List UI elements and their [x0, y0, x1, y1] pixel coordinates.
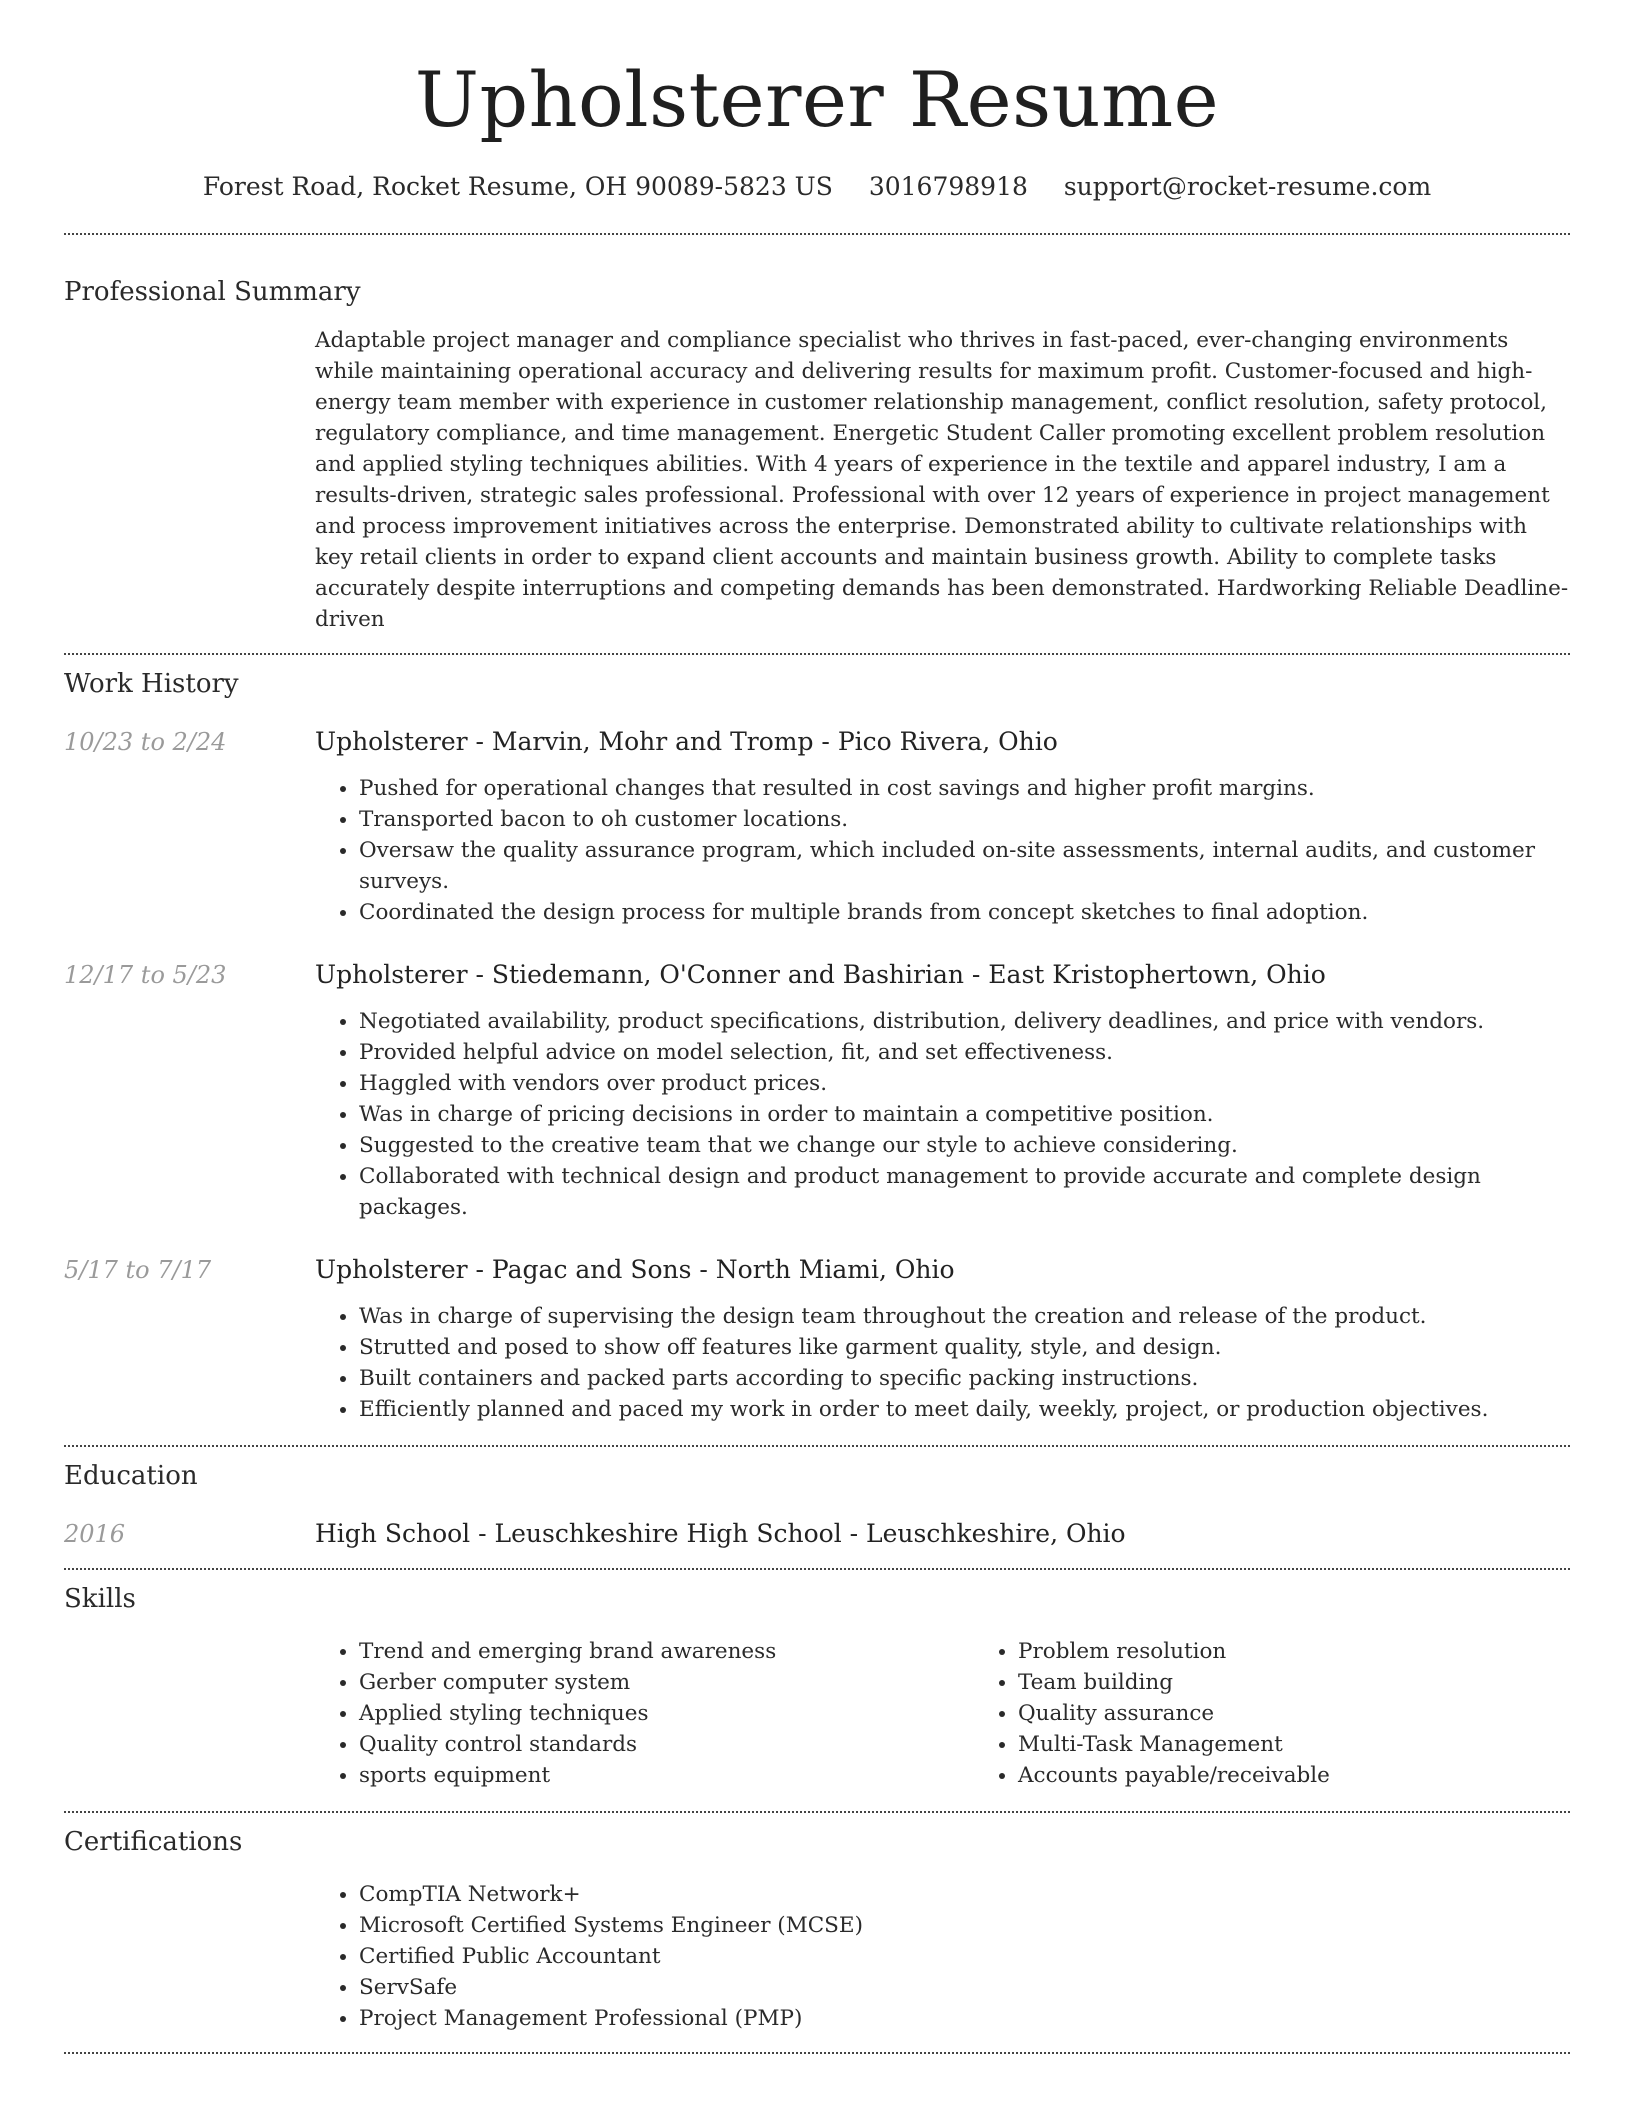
list-item: • Coordinated the design process for multiple brands from concept sketches to final adoption. — [359, 897, 1570, 928]
list-item: • Strutted and posed to show off features like garment quality, style, and design. — [359, 1332, 1570, 1363]
list-item: • Built containers and packed parts according to specific packing instructions. — [359, 1363, 1570, 1394]
skill-item: • Multi-Task Management — [1018, 1729, 1632, 1760]
skill-item: • Quality control standards — [359, 1729, 974, 1760]
section-title-work-history: Work History — [64, 669, 239, 699]
job-title: Upholsterer - Pagac and Sons - North Miami, Ohio — [315, 1255, 955, 1284]
skill-item: • sports equipment — [359, 1760, 974, 1791]
list-item: • Transported bacon to oh customer locations. — [359, 804, 1570, 835]
education-entry — [64, 1517, 1570, 1551]
list-item: • Collaborated with technical design and product management to provide accurate and complete design packages. — [359, 1161, 1570, 1223]
list-item: • Was in charge of supervising the design team throughout the creation and release of the product. — [359, 1301, 1570, 1332]
skill-item: • Team building — [1018, 1667, 1632, 1698]
certification-item: • Microsoft Certified Systems Engineer (MCSE) — [359, 1910, 1570, 1941]
list-item: • Was in charge of pricing decisions in order to maintain a competitive position. — [359, 1099, 1570, 1130]
resume-title: Upholsterer Resume — [414, 55, 1220, 144]
list-item: • Suggested to the creative team that we change our style to achieve considering. — [359, 1130, 1570, 1161]
list-item: • Efficiently planned and paced my work in order to meet daily, weekly, project, or production objectives. — [359, 1394, 1570, 1425]
skills-right-list — [974, 1636, 1632, 1791]
list-item: • Pushed for operational changes that resulted in cost savings and higher profit margins. — [359, 773, 1570, 804]
skill-item: • Accounts payable/receivable — [1018, 1760, 1632, 1791]
certification-item: • CompTIA Network+ — [359, 1879, 1570, 1910]
divider — [64, 1811, 1570, 1813]
skills-row — [64, 1636, 1570, 1791]
skill-item: • Gerber computer system — [359, 1667, 974, 1698]
divider — [64, 1445, 1570, 1447]
contact-email: support@rocket-resume.com — [1063, 172, 1432, 201]
job-dates: 5/17 to 7/17 — [64, 1256, 212, 1284]
skill-item: • Trend and emerging brand awareness — [359, 1636, 974, 1667]
education-title: High School - Leuschkeshire High School - Leuschkeshire, Ohio — [315, 1519, 1126, 1548]
summary-spacer — [64, 325, 315, 635]
education-year: 2016 — [64, 1520, 126, 1548]
divider — [64, 2052, 1570, 2054]
job-dates: 12/17 to 5/23 — [64, 961, 227, 989]
summary-row — [64, 325, 1570, 635]
summary-text: Adaptable project manager and compliance specialist who thrives in fast-paced, ever-changing environments while maintaining operational accuracy and delivering results for maximum profit. Customer-focused and high-energy team member with experience in customer relationship management, conflict resolution, safety protocol, regulatory compliance, and time management. Energetic Student Caller promoting excellent problem resolution and applied styling techniques abilities. With 4 years of experience in the textile and apparel industry, I am a results-driven, strategic sales professional. Professional with over 12 years of experience in project management and process improvement initiatives across the enterprise. Demonstrated ability to cultivate relationships with key retail clients in order to expand client accounts and maintain business growth. Ability to complete tasks accurately despite interruptions and competing demands has been demonstrated. Hardworking Reliable Deadline-driven — [315, 328, 1569, 632]
contact-line — [64, 170, 1570, 204]
list-item: • Haggled with vendors over product prices. — [359, 1068, 1570, 1099]
divider — [64, 233, 1570, 235]
section-title-summary: Professional Summary — [64, 277, 361, 307]
skill-item: • Applied styling techniques — [359, 1698, 974, 1729]
job-bullets — [315, 1006, 1570, 1223]
section-title-certifications: Certifications — [64, 1827, 243, 1857]
list-item: • Provided helpful advice on model selection, fit, and set effectiveness. — [359, 1037, 1570, 1068]
job-bullets — [315, 773, 1570, 928]
certifications-list — [315, 1879, 1570, 2034]
job-entry — [64, 958, 1570, 1223]
job-title: Upholsterer - Marvin, Mohr and Tromp - Pico Rivera, Ohio — [315, 727, 1058, 756]
job-title: Upholsterer - Stiedemann, O'Conner and Bashirian - East Kristophertown, Ohio — [315, 960, 1326, 989]
job-dates: 10/23 to 2/24 — [64, 728, 227, 756]
job-entry — [64, 725, 1570, 928]
contact-phone: 3016798918 — [868, 172, 1028, 201]
job-bullets — [315, 1301, 1570, 1425]
skills-left-list — [315, 1636, 974, 1791]
section-title-education: Education — [64, 1461, 198, 1491]
skill-item: • Quality assurance — [1018, 1698, 1632, 1729]
contact-address: Forest Road, Rocket Resume, OH 90089-5823 US — [202, 172, 833, 201]
divider — [64, 653, 1570, 655]
resume-page — [64, 0, 1570, 2054]
list-item: • Negotiated availability, product specifications, distribution, delivery deadlines, and price with vendors. — [359, 1006, 1570, 1037]
certification-item: • Certified Public Accountant — [359, 1941, 1570, 1972]
list-item: • Oversaw the quality assurance program, which included on-site assessments, internal audits, and customer surveys. — [359, 835, 1570, 897]
certifications-row — [64, 1879, 1570, 2034]
section-title-skills: Skills — [64, 1584, 136, 1614]
certification-item: • Project Management Professional (PMP) — [359, 2003, 1570, 2034]
job-entry — [64, 1253, 1570, 1425]
divider — [64, 1568, 1570, 1570]
certification-item: • ServSafe — [359, 1972, 1570, 2003]
skill-item: • Problem resolution — [1018, 1636, 1632, 1667]
